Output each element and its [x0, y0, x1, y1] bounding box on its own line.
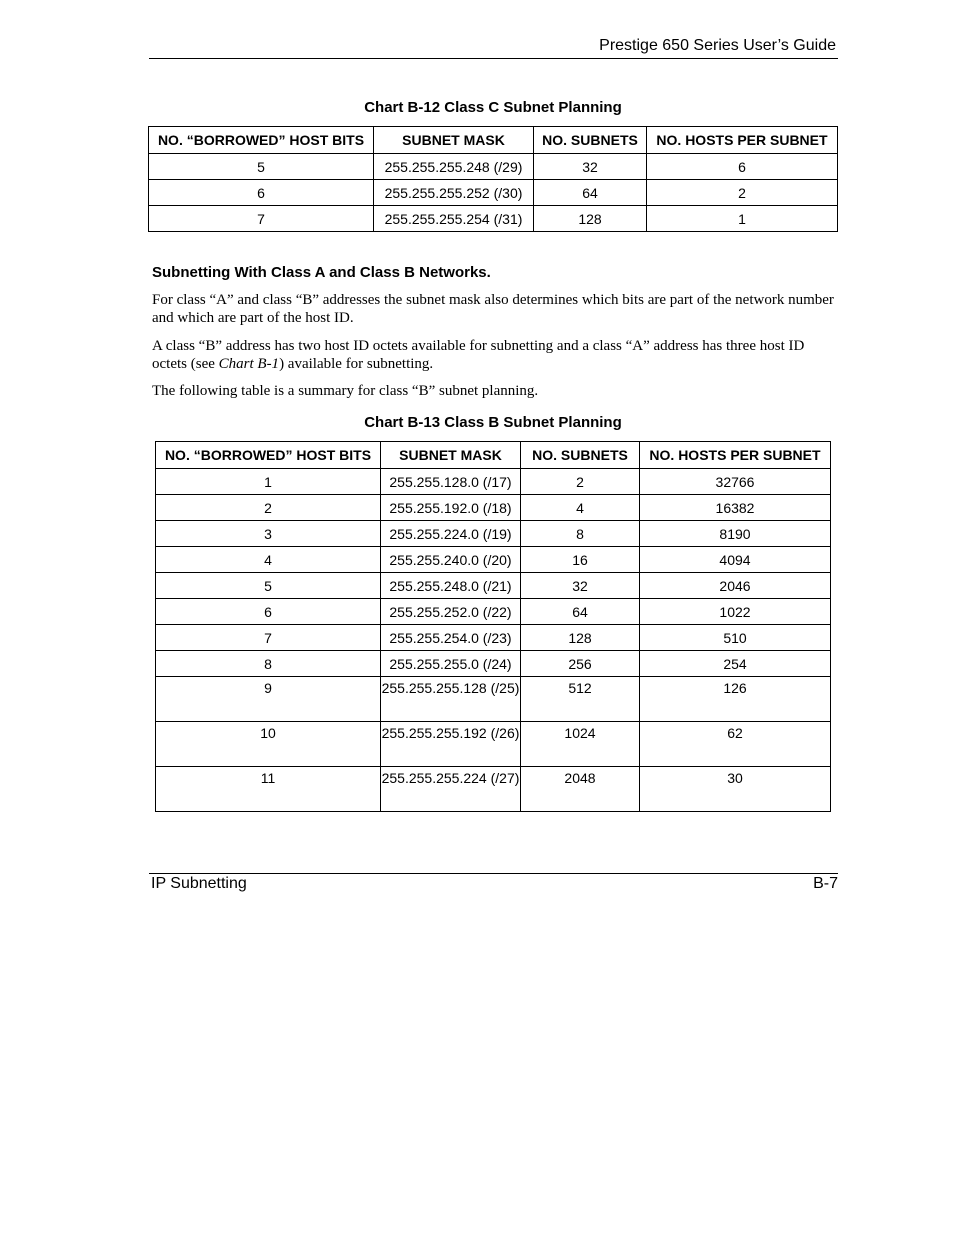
table-header-row: [149, 127, 838, 154]
table-cell: 512: [521, 677, 640, 722]
table-cell: 255.255.255.252 (/30): [374, 180, 534, 206]
table-cell: 2: [647, 180, 838, 206]
column-header: NO. SUBNETS: [521, 442, 640, 469]
table-cell: 255.255.255.224 (/27): [381, 767, 521, 812]
table-cell: 255.255.255.248 (/29): [374, 154, 534, 180]
table-row: [156, 677, 831, 722]
column-header: NO. HOSTS PER SUBNET: [647, 127, 838, 154]
column-header: SUBNET MASK: [374, 127, 534, 154]
chart-b-caption: Chart B-13 Class B Subnet Planning: [364, 414, 622, 431]
table-cell: 64: [534, 180, 647, 206]
table-cell: 126: [640, 677, 831, 722]
body-paragraph: [152, 337, 842, 373]
table-cell: 2048: [521, 767, 640, 812]
table-row: [149, 206, 838, 232]
column-header: NO. “BORROWED” HOST BITS: [156, 442, 381, 469]
table-cell: 3: [156, 521, 381, 547]
table-row: [149, 154, 838, 180]
table-row: [156, 767, 831, 812]
table-cell: 255.255.254.0 (/23): [381, 625, 521, 651]
table-cell: 2046: [640, 573, 831, 599]
table-cell: 128: [534, 206, 647, 232]
table-row: [156, 573, 831, 599]
paragraph-text: ) available for subnetting.: [279, 356, 434, 372]
table-cell: 255.255.255.254 (/31): [374, 206, 534, 232]
chart-reference: Chart B-1: [218, 356, 280, 372]
table-cell: 256: [521, 651, 640, 677]
table-cell: 30: [640, 767, 831, 812]
table-cell: 255.255.252.0 (/22): [381, 599, 521, 625]
table-cell: 62: [640, 722, 831, 767]
table-cell: 7: [149, 206, 374, 232]
running-header: Prestige 650 Series User’s Guide: [599, 37, 836, 54]
table-row: [156, 599, 831, 625]
table-cell: 2: [156, 495, 381, 521]
body-paragraph: The following table is a summary for class “B” subnet planning.: [152, 383, 539, 399]
column-header: NO. HOSTS PER SUBNET: [640, 442, 831, 469]
table-cell: 9: [156, 677, 381, 722]
table-cell: 10: [156, 722, 381, 767]
table-cell: 11: [156, 767, 381, 812]
table-cell: 8190: [640, 521, 831, 547]
table-cell: 2: [521, 469, 640, 495]
chart-c-caption: Chart B-12 Class C Subnet Planning: [364, 99, 622, 116]
table-cell: 4: [156, 547, 381, 573]
body-paragraph: For class “A” and class “B” addresses the subnet mask also determines which bits are part of the network number and which are part of the host ID.: [152, 292, 834, 326]
table-cell: 255.255.192.0 (/18): [381, 495, 521, 521]
table-cell: 255.255.255.0 (/24): [381, 651, 521, 677]
table-cell: 1022: [640, 599, 831, 625]
table-cell: 64: [521, 599, 640, 625]
paragraph-text: A class “B” address has two host ID octets available for subnetting and a class “A” address has three host ID octets (see: [152, 338, 805, 372]
column-header: NO. SUBNETS: [534, 127, 647, 154]
table-row: [156, 521, 831, 547]
table-cell: 6: [156, 599, 381, 625]
class-b-subnet-table: [155, 441, 831, 812]
page-number: B-7: [813, 875, 838, 892]
table-cell: 510: [640, 625, 831, 651]
table-row: [156, 651, 831, 677]
table-cell: 255.255.248.0 (/21): [381, 573, 521, 599]
table-row: [156, 469, 831, 495]
table-cell: 255.255.255.192 (/26): [381, 722, 521, 767]
table-row: [156, 547, 831, 573]
table-cell: 4: [521, 495, 640, 521]
table-row: [156, 625, 831, 651]
table-cell: 16382: [640, 495, 831, 521]
table-cell: 254: [640, 651, 831, 677]
table-header-row: [156, 442, 831, 469]
table-cell: 255.255.255.128 (/25): [381, 677, 521, 722]
table-row: [156, 722, 831, 767]
table-cell: 8: [521, 521, 640, 547]
table-cell: 4094: [640, 547, 831, 573]
table-cell: 128: [521, 625, 640, 651]
table-cell: 6: [647, 154, 838, 180]
footer-rule: [149, 873, 838, 874]
table-cell: 6: [149, 180, 374, 206]
table-cell: 1: [156, 469, 381, 495]
class-c-subnet-table: [148, 126, 838, 232]
table-cell: 255.255.224.0 (/19): [381, 521, 521, 547]
column-header: SUBNET MASK: [381, 442, 521, 469]
table-cell: 255.255.240.0 (/20): [381, 547, 521, 573]
table-cell: 16: [521, 547, 640, 573]
table-cell: 5: [156, 573, 381, 599]
table-cell: 32: [534, 154, 647, 180]
header-rule: [149, 58, 838, 59]
footer-section-title: IP Subnetting: [151, 875, 247, 892]
table-cell: 1: [647, 206, 838, 232]
table-cell: 32: [521, 573, 640, 599]
table-cell: 8: [156, 651, 381, 677]
table-cell: 7: [156, 625, 381, 651]
column-header: NO. “BORROWED” HOST BITS: [149, 127, 374, 154]
table-cell: 1024: [521, 722, 640, 767]
table-cell: 255.255.128.0 (/17): [381, 469, 521, 495]
table-cell: 5: [149, 154, 374, 180]
table-row: [149, 180, 838, 206]
table-row: [156, 495, 831, 521]
section-heading: Subnetting With Class A and Class B Networks.: [152, 264, 491, 281]
table-cell: 32766: [640, 469, 831, 495]
